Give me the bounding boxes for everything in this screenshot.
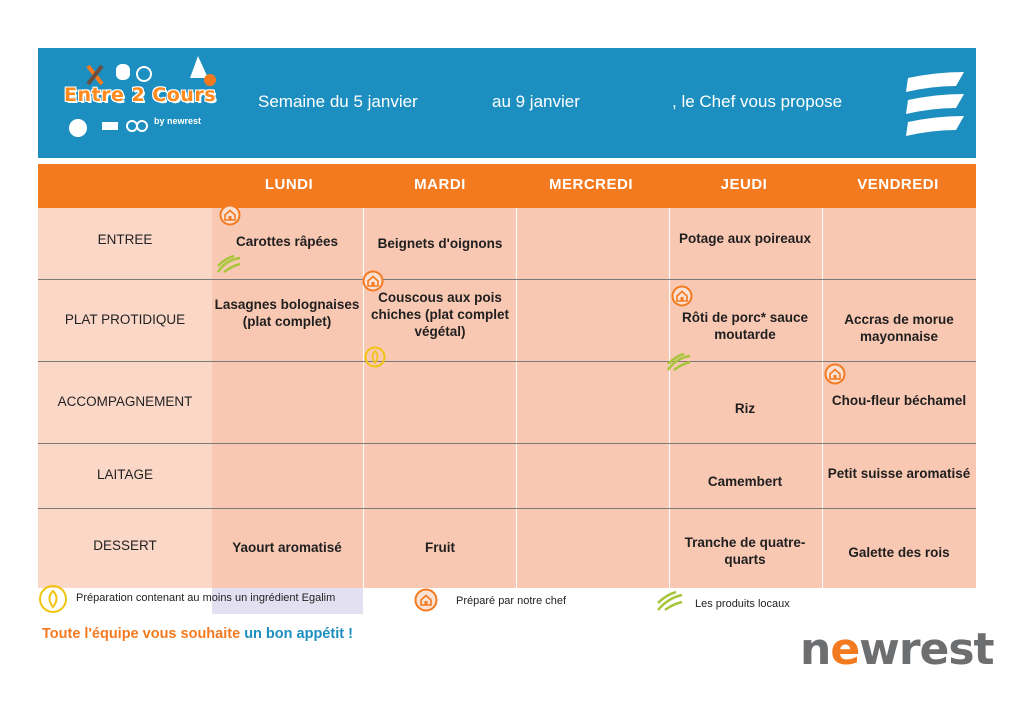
col-divider — [669, 208, 670, 588]
menu-item: Carottes râpées — [235, 234, 339, 249]
fields-icon — [656, 590, 684, 612]
legend-chef: Préparé par notre chef — [456, 595, 567, 607]
menu-item: Accras de morue mayonnaise — [844, 312, 954, 344]
menu-item: Camembert — [707, 474, 783, 489]
house-circle-icon — [362, 270, 384, 292]
brand-part: wrest — [859, 624, 994, 675]
days-header — [38, 164, 976, 208]
menu-item: Potage aux poireaux — [678, 231, 812, 246]
header-band — [38, 48, 976, 158]
newrest-logo — [800, 624, 994, 675]
week-prefix: Semaine du 5 janvier — [258, 92, 418, 111]
day-lundi: LUNDI — [264, 176, 314, 193]
logo-text: Entre 2 Cours — [64, 84, 216, 106]
footer-message-part1: Toute l'équipe vous souhaite — [42, 626, 241, 642]
menu-item: Couscous aux pois chiches (plat complet végétal) — [370, 290, 510, 339]
row-label-laitage: LAITAGE — [96, 467, 154, 482]
row-divider — [38, 361, 976, 362]
menu-item: Fruit — [425, 540, 455, 555]
entre2cours-logo — [58, 54, 218, 140]
menu-item: Rôti de porc* sauce moutarde — [681, 310, 809, 342]
menu-item: Lasagnes bolognaises (plat complet) — [214, 297, 360, 329]
footer-message — [42, 626, 353, 642]
house-circle-icon — [671, 285, 693, 307]
fields-icon — [666, 352, 692, 372]
menu-item: Petit suisse aromatisé — [827, 466, 971, 481]
house-circle-icon — [824, 363, 846, 385]
brand-e: e — [830, 624, 860, 675]
fields-icon — [216, 254, 242, 274]
newrest-wave-icon — [904, 70, 966, 140]
house-circle-icon — [219, 204, 241, 226]
week-suffix: , le Chef vous propose — [672, 92, 843, 111]
leaf-circle-icon — [364, 346, 386, 368]
day-mercredi: MERCREDI — [548, 176, 633, 193]
row-label-plat: PLAT PROTIDIQUE — [64, 312, 186, 327]
day-jeudi: JEUDI — [720, 176, 768, 193]
col-divider — [363, 208, 364, 588]
logo-by: by newrest — [154, 116, 202, 126]
row-label-dessert: DESSERT — [93, 538, 157, 553]
menu-item: Tranche de quatre-quarts — [684, 535, 806, 567]
house-circle-icon — [414, 588, 438, 612]
row-label-accompagnement: ACCOMPAGNEMENT — [57, 394, 193, 409]
menu-item: Riz — [734, 401, 756, 416]
day-mardi: MARDI — [414, 176, 466, 193]
week-to: au 9 janvier — [492, 92, 580, 111]
menu-item: Chou-fleur béchamel — [831, 393, 967, 408]
row-divider — [38, 279, 976, 280]
leaf-circle-icon — [38, 584, 68, 614]
row-label-entree: ENTREE — [97, 232, 153, 247]
menu-item: Galette des rois — [848, 545, 950, 560]
menu-item: Beignets d'oignons — [377, 236, 503, 251]
day-vendredi: VENDREDI — [857, 176, 939, 193]
brand-part: n — [800, 624, 831, 675]
row-divider — [38, 508, 976, 509]
legend-local: Les produits locaux — [695, 598, 790, 610]
row-divider — [38, 443, 976, 444]
col-divider — [516, 208, 517, 588]
footer-message-part2: un bon appétit ! — [244, 626, 353, 642]
menu-item: Yaourt aromatisé — [232, 540, 342, 555]
legend-egalim: Préparation contenant au moins un ingrédient Egalim — [76, 592, 336, 604]
